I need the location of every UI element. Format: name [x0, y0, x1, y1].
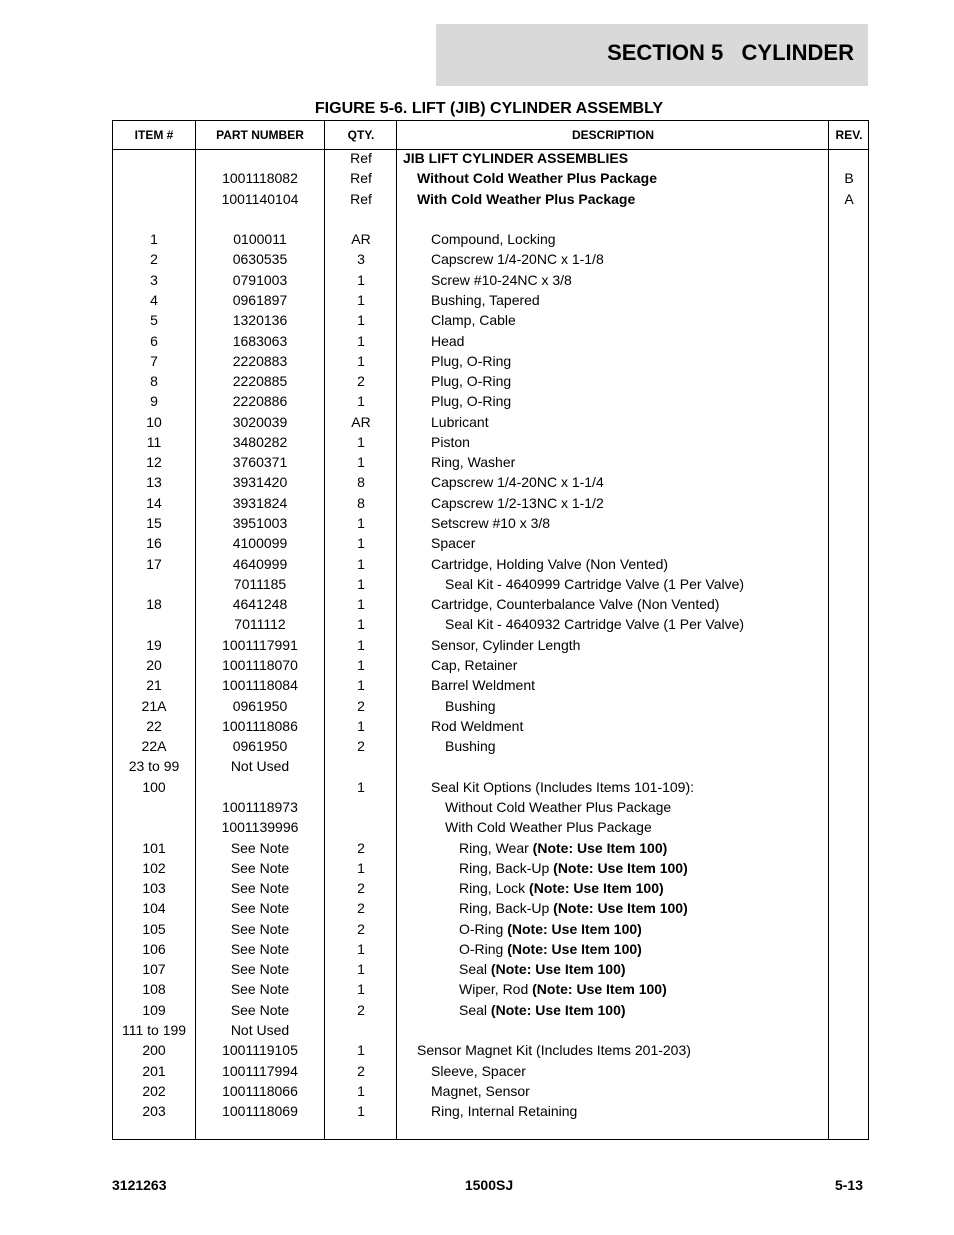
part-number-cell: Not Used — [230, 1022, 290, 1039]
part-number-cell: See Note — [230, 900, 290, 917]
item-number-cell: 21 — [146, 677, 162, 694]
description-note: (Note: Use Item 100) — [507, 940, 642, 957]
description-cell — [459, 838, 667, 858]
part-number-cell: See Note — [230, 961, 290, 978]
description-cell — [431, 229, 556, 249]
part-number-cell: 3020039 — [232, 413, 288, 430]
table-row — [113, 351, 868, 371]
description-note: (Note: Use Item 100) — [532, 981, 667, 998]
item-number-cell: 201 — [142, 1062, 166, 1079]
item-number-cell: 8 — [150, 373, 158, 390]
description-text: O-Ring — [459, 940, 508, 957]
description-cell — [431, 513, 550, 533]
qty-cell: 1 — [357, 778, 365, 795]
item-number-cell: 23 to 99 — [128, 758, 180, 775]
description-cell — [403, 148, 628, 168]
item-number-cell: 106 — [142, 940, 166, 957]
description-text: Sensor Magnet Kit (Includes Items 201-203) — [417, 1042, 691, 1059]
figure-title: FIGURE 5-6. LIFT (JIB) CYLINDER ASSEMBLY — [314, 100, 664, 117]
item-number-cell: 103 — [142, 880, 166, 897]
table-row — [113, 635, 868, 655]
item-number-cell: 100 — [142, 778, 166, 795]
table-row — [113, 168, 868, 188]
table-row — [113, 919, 868, 939]
description-cell — [431, 716, 523, 736]
table-row — [113, 858, 868, 878]
description-cell — [431, 310, 516, 330]
part-number-cell: 3480282 — [232, 433, 288, 450]
part-number-cell: 1001118066 — [222, 1082, 298, 1099]
part-number-cell: 3760371 — [232, 454, 288, 471]
qty-cell: 1 — [357, 312, 365, 329]
qty-cell: 1 — [357, 535, 365, 552]
description-text: Bushing — [445, 697, 496, 714]
part-number-cell: See Note — [230, 920, 290, 937]
footer-model: 1500SJ — [464, 1177, 514, 1193]
description-cell — [417, 189, 635, 209]
table-row — [113, 696, 868, 716]
section-banner — [436, 24, 868, 86]
description-text: Plug, O-Ring — [431, 373, 512, 390]
table-row — [113, 472, 868, 492]
item-number-cell: 108 — [142, 981, 166, 998]
part-number-cell: 1001118082 — [222, 170, 298, 187]
description-cell — [431, 554, 668, 574]
description-cell — [431, 1081, 530, 1101]
description-cell — [431, 331, 464, 351]
part-number-cell: 4100099 — [232, 535, 288, 552]
part-number-cell: 1683063 — [232, 332, 288, 349]
description-text: Setscrew #10 x 3/8 — [431, 515, 551, 532]
qty-cell: Ref — [350, 190, 372, 207]
item-number-cell: 21A — [141, 697, 167, 714]
table-row — [113, 716, 868, 736]
description-cell — [431, 249, 604, 269]
table-row — [113, 229, 868, 249]
description-text: Ring, Lock — [459, 880, 530, 897]
description-cell — [431, 351, 511, 371]
item-number-cell: 202 — [142, 1082, 166, 1099]
part-number-cell: 4641248 — [232, 596, 288, 613]
item-number-cell: 9 — [150, 393, 158, 410]
qty-cell: 1 — [357, 859, 365, 876]
item-number-cell: 2 — [150, 251, 158, 268]
table-row — [113, 1020, 868, 1040]
description-cell — [431, 391, 511, 411]
table-row — [113, 493, 868, 513]
table-row — [113, 939, 868, 959]
description-cell — [431, 452, 515, 472]
description-cell — [431, 533, 475, 553]
qty-cell: 1 — [357, 271, 365, 288]
qty-cell: 2 — [357, 920, 365, 937]
table-row — [113, 756, 868, 776]
description-text: With Cold Weather Plus Package — [417, 190, 636, 207]
qty-cell: 2 — [357, 1001, 365, 1018]
qty-cell: 1 — [357, 596, 365, 613]
description-text: Without Cold Weather Plus Package — [417, 170, 657, 187]
parts-table — [112, 120, 869, 1140]
table-row — [113, 898, 868, 918]
description-cell — [445, 797, 671, 817]
section-title: SECTION 5 CYLINDER — [607, 40, 854, 65]
description-cell — [431, 270, 572, 290]
description-text: Ring, Back-Up — [459, 900, 554, 917]
qty-cell: 1 — [357, 393, 365, 410]
part-number-cell: 3951003 — [232, 515, 288, 532]
part-number-cell: See Note — [230, 839, 290, 856]
description-cell — [459, 959, 626, 979]
description-text: Cap, Retainer — [431, 657, 518, 673]
part-number-cell: 1001118084 — [222, 677, 298, 694]
part-number-cell: 2220886 — [232, 393, 288, 410]
qty-cell: 1 — [357, 352, 365, 369]
header-description: DESCRIPTION — [571, 128, 654, 142]
item-number-cell: 7 — [150, 352, 158, 369]
qty-cell: 1 — [357, 940, 365, 957]
qty-cell: 2 — [357, 880, 365, 897]
table-row — [113, 371, 868, 391]
description-text: Bushing, Tapered — [431, 291, 540, 308]
description-cell — [459, 1000, 626, 1020]
part-number-cell: 1001118069 — [222, 1103, 298, 1120]
qty-cell: 1 — [357, 961, 365, 978]
table-row — [113, 736, 868, 756]
description-cell — [459, 878, 664, 898]
description-text: Plug, O-Ring — [431, 352, 512, 369]
description-cell — [431, 675, 535, 695]
item-number-cell: 10 — [146, 413, 162, 430]
description-text: Capscrew 1/2-13NC x 1-1/2 — [431, 494, 604, 511]
qty-cell: 1 — [357, 1103, 365, 1120]
part-number-cell: See Note — [230, 1001, 290, 1018]
item-number-cell: 11 — [146, 433, 162, 450]
item-number-cell: 104 — [142, 900, 166, 917]
description-text: O-Ring — [459, 920, 508, 937]
part-number-cell: See Note — [230, 940, 290, 957]
table-row — [113, 979, 868, 999]
description-cell — [431, 371, 511, 391]
part-number-cell: 1001118973 — [222, 798, 298, 815]
table-row — [113, 959, 868, 979]
description-cell — [431, 472, 604, 492]
description-cell — [431, 1061, 526, 1081]
table-row — [113, 594, 868, 614]
description-cell — [431, 432, 470, 452]
qty-cell: 8 — [357, 474, 365, 491]
table-row — [113, 655, 868, 675]
table-row — [113, 290, 868, 310]
description-cell — [431, 290, 540, 310]
description-cell — [459, 979, 667, 999]
description-cell — [431, 594, 719, 614]
part-number-cell: 7011112 — [234, 616, 286, 633]
qty-cell: 1 — [357, 636, 365, 653]
qty-cell: 1 — [357, 291, 365, 308]
description-note: (Note: Use Item 100) — [553, 900, 688, 917]
description-cell — [431, 655, 517, 675]
qty-cell: 1 — [357, 575, 365, 592]
header-rev: REV. — [835, 128, 863, 142]
item-number-cell: 17 — [146, 555, 162, 572]
description-text: Ring, Back-Up — [459, 859, 554, 876]
description-cell — [445, 736, 496, 756]
description-text: Sleeve, Spacer — [431, 1062, 526, 1079]
part-number-cell: 0630535 — [232, 251, 288, 268]
description-cell — [431, 635, 580, 655]
table-row — [113, 412, 868, 432]
footer-doc-number: 3121263 — [112, 1177, 167, 1193]
table-row — [113, 574, 868, 594]
description-text: Cartridge, Holding Valve (Non Vented) — [431, 555, 669, 572]
description-note: (Note: Use Item 100) — [507, 920, 642, 937]
item-number-cell: 203 — [142, 1103, 166, 1120]
description-text: Screw #10-24NC x 3/8 — [431, 271, 572, 288]
qty-cell: 3 — [357, 251, 365, 268]
table-row — [113, 777, 868, 797]
table-row — [113, 310, 868, 330]
description-text: Capscrew 1/4-20NC x 1-1/8 — [431, 251, 604, 268]
item-number-cell: 19 — [146, 636, 162, 653]
item-number-cell: 3 — [150, 271, 158, 288]
header-qty: QTY. — [347, 128, 375, 142]
description-text: Ring, Internal Retaining — [431, 1103, 578, 1120]
qty-cell: 1 — [357, 1082, 365, 1099]
qty-cell: 1 — [357, 332, 365, 349]
description-text: Lubricant — [431, 413, 489, 430]
description-text: Seal Kit - 4640999 Cartridge Valve (1 Per Valve) — [445, 575, 745, 592]
part-number-cell: See Note — [230, 981, 290, 998]
qty-cell: 1 — [357, 717, 365, 734]
part-number-cell: See Note — [230, 880, 290, 897]
qty-cell: 1 — [357, 677, 365, 694]
table-row — [113, 249, 868, 269]
description-text: Seal Kit - 4640932 Cartridge Valve (1 Per Valve) — [445, 616, 745, 633]
item-number-cell: 15 — [146, 515, 162, 532]
item-number-cell: 22 — [146, 717, 162, 734]
item-number-cell: 16 — [146, 535, 162, 552]
part-number-cell: 4640999 — [232, 555, 288, 572]
item-number-cell: 20 — [146, 657, 162, 673]
table-row — [113, 533, 868, 553]
description-cell — [459, 919, 642, 939]
description-text: Seal — [459, 961, 491, 978]
description-text: Wiper, Rod — [459, 981, 533, 998]
description-cell — [431, 1101, 577, 1121]
description-text: Seal Kit Options (Includes Items 101-109): — [431, 778, 695, 795]
description-text: Plug, O-Ring — [431, 393, 512, 410]
item-number-cell: 111 to 199 — [121, 1022, 187, 1039]
description-cell — [445, 614, 744, 634]
item-number-cell: 22A — [141, 738, 167, 755]
part-number-cell: 0791003 — [232, 271, 288, 288]
part-number-cell: 1001139996 — [221, 819, 299, 836]
description-text: Magnet, Sensor — [431, 1082, 530, 1099]
part-number-cell: 0100011 — [233, 231, 287, 248]
part-number-cell: Not Used — [230, 758, 290, 775]
part-number-cell: 1001117994 — [222, 1062, 298, 1079]
part-number-cell: 0961950 — [232, 738, 288, 755]
qty-cell: 1 — [357, 433, 365, 450]
description-text: Bushing — [445, 738, 496, 755]
table-row — [113, 838, 868, 858]
qty-cell: 1 — [357, 1042, 365, 1059]
revision-cell: A — [844, 190, 854, 207]
part-number-cell: 3931824 — [232, 494, 288, 511]
part-number-cell: 1001119105 — [222, 1042, 298, 1059]
item-number-cell: 105 — [142, 920, 166, 937]
description-cell — [431, 777, 694, 797]
description-note: (Note: Use Item 100) — [490, 1001, 626, 1018]
description-cell — [459, 898, 688, 918]
item-number-cell: 13 — [146, 474, 162, 491]
item-number-cell: 5 — [150, 312, 158, 329]
table-row — [113, 513, 868, 533]
description-text: Piston — [431, 433, 470, 450]
part-number-cell: 0961897 — [232, 291, 288, 308]
item-number-cell: 102 — [142, 859, 166, 876]
table-row — [113, 797, 868, 817]
revision-cell: B — [844, 170, 854, 187]
description-text: Barrel Weldment — [431, 677, 536, 694]
header-item: ITEM # — [134, 128, 174, 142]
description-cell — [445, 817, 652, 837]
item-number-cell: 6 — [150, 332, 158, 349]
table-row — [113, 817, 868, 837]
item-number-cell: 4 — [150, 291, 158, 308]
table-row — [113, 614, 868, 634]
qty-cell: 1 — [357, 555, 365, 572]
part-number-cell: 1320136 — [232, 312, 288, 329]
description-note: (Note: Use Item 100) — [529, 880, 664, 897]
part-number-cell: 2220885 — [232, 373, 288, 390]
table-row — [113, 331, 868, 351]
table-row — [113, 1061, 868, 1081]
qty-cell: 1 — [357, 981, 365, 998]
part-number-cell: 0961950 — [232, 697, 288, 714]
description-text: Cartridge, Counterbalance Valve (Non Vented) — [431, 596, 720, 613]
qty-cell: 2 — [357, 697, 365, 714]
table-row — [113, 675, 868, 695]
description-cell — [417, 168, 657, 188]
table-row — [113, 148, 868, 168]
description-note: (Note: Use Item 100) — [532, 839, 668, 856]
table-row — [113, 452, 868, 472]
item-number-cell: 101 — [142, 839, 166, 856]
description-cell — [417, 1040, 691, 1060]
item-number-cell: 109 — [142, 1001, 166, 1018]
header-part-number: PART NUMBER — [216, 128, 304, 142]
description-text: Sensor, Cylinder Length — [431, 636, 581, 653]
qty-cell: AR — [351, 413, 371, 430]
part-number-cell: 1001117991 — [222, 636, 298, 653]
qty-cell: 2 — [357, 738, 365, 755]
part-number-cell: See Note — [230, 859, 290, 876]
qty-cell: 1 — [357, 657, 365, 673]
description-text: Without Cold Weather Plus Package — [445, 798, 672, 815]
table-row — [113, 391, 868, 411]
table-row — [113, 1000, 868, 1020]
qty-cell: 1 — [357, 515, 365, 532]
description-note: (Note: Use Item 100) — [553, 859, 688, 876]
part-number-cell: 1001118070 — [222, 657, 298, 673]
footer-page-number: 5-13 — [834, 1177, 863, 1193]
table-row — [113, 209, 868, 229]
item-number-cell: 200 — [142, 1042, 166, 1059]
description-note: (Note: Use Item 100) — [490, 961, 626, 978]
description-text: Ring, Washer — [431, 454, 516, 471]
description-text: Ring, Wear — [459, 839, 533, 856]
table-row — [113, 1101, 868, 1121]
table-row — [113, 189, 868, 209]
table-row — [113, 554, 868, 574]
description-cell — [445, 696, 496, 716]
part-number-cell: 7011185 — [233, 575, 287, 592]
table-row — [113, 432, 868, 452]
item-number-cell: 14 — [146, 494, 162, 511]
description-text: Spacer — [431, 535, 476, 552]
table-row — [113, 878, 868, 898]
qty-cell: 2 — [357, 1062, 365, 1079]
description-text: Rod Weldment — [431, 717, 524, 734]
description-cell — [459, 858, 688, 878]
qty-cell: Ref — [350, 170, 372, 187]
description-cell — [431, 493, 604, 513]
part-number-cell: 1001118086 — [222, 717, 298, 734]
qty-cell: 2 — [357, 373, 365, 390]
item-number-cell: 18 — [146, 596, 162, 613]
item-number-cell: 1 — [150, 231, 158, 248]
part-number-cell: 2220883 — [232, 352, 288, 369]
item-number-cell: 12 — [146, 454, 162, 471]
description-text: Compound, Locking — [431, 231, 556, 248]
qty-cell: 2 — [357, 900, 365, 917]
qty-cell: Ref — [350, 150, 372, 166]
description-text: With Cold Weather Plus Package — [445, 819, 652, 836]
description-text: Seal — [459, 1001, 491, 1018]
description-text: JIB LIFT CYLINDER ASSEMBLIES — [403, 150, 629, 166]
qty-cell: 1 — [357, 616, 365, 633]
description-text: Capscrew 1/4-20NC x 1-1/4 — [431, 474, 604, 491]
description-cell — [445, 574, 744, 594]
table-row — [113, 270, 868, 290]
part-number-cell: 1001140104 — [221, 190, 299, 207]
qty-cell: 8 — [357, 494, 365, 511]
table-row — [113, 1081, 868, 1101]
item-number-cell: 107 — [142, 961, 166, 978]
description-text: Clamp, Cable — [431, 312, 516, 329]
qty-cell: 1 — [357, 454, 365, 471]
part-number-cell: 3931420 — [232, 474, 288, 491]
qty-cell: AR — [351, 231, 371, 248]
description-cell — [459, 939, 642, 959]
table-row — [113, 1040, 868, 1060]
description-cell — [431, 412, 489, 432]
qty-cell: 2 — [357, 839, 365, 856]
description-text: Head — [431, 332, 465, 349]
